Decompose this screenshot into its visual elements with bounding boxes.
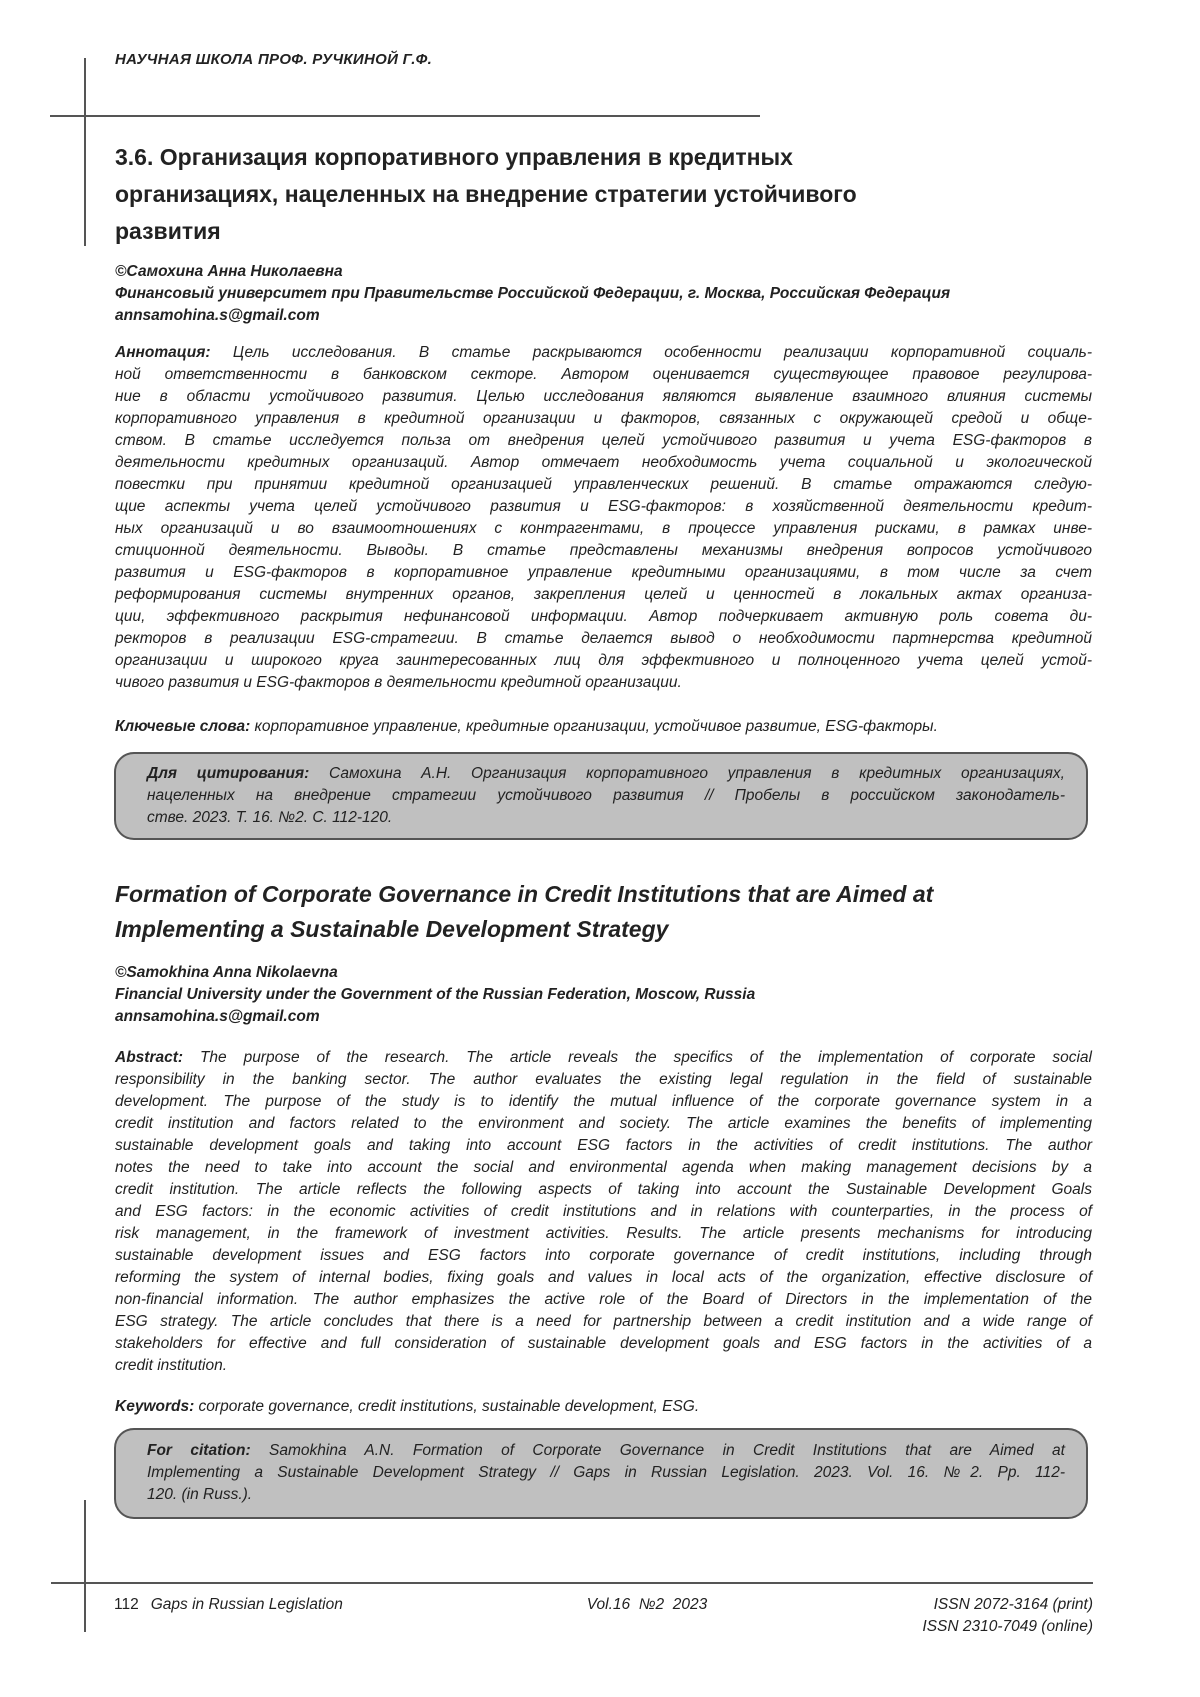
line-text: Implementing a Sustainable Development Strategy // Gaps in Russian Legislation. 2023. Vol. 16. №2. Pp. 112- — [147, 1464, 1065, 1481]
line-text: Samokhina A.N. Formation of Corporate Governance in Credit Institutions that are Aimed at — [251, 1442, 1065, 1459]
title-line: организациях, нацеленных на внедрение стратегии устойчивого — [115, 176, 1015, 213]
author-affiliation: Financial University under the Government of the Russian Federation, Moscow, Russia — [115, 984, 755, 1006]
page-number: 112 — [114, 1596, 139, 1613]
author-affiliation: Финансовый университет при Правительстве Российской Федерации, г. Москва, Российская Федерация — [115, 283, 950, 305]
line-text: ESG strategy. The article concludes that there is a need for partnership between a credit institution and a wide range of — [115, 1313, 1092, 1330]
abstract-label: Аннотация: — [115, 344, 211, 361]
author-name: ©Samokhina Anna Nikolaevna — [115, 962, 755, 984]
text-line — [147, 1462, 1065, 1484]
line-text: нацеленных на внедрение стратегии устойчивого развития // Пробелы в российском законодатель- — [147, 787, 1065, 804]
keywords-label: Ключевые слова: — [115, 718, 250, 735]
line-text: and ESG factors: in the economic activities of credit institutions and in relations with counterparties, in the process of — [115, 1203, 1092, 1220]
text-line — [115, 1157, 1092, 1179]
author-name: ©Самохина Анна Николаевна — [115, 261, 950, 283]
author-block-ru — [115, 261, 950, 327]
text-line — [115, 1311, 1092, 1333]
line-text: Цель исследования. В статье раскрываются особенности реализации корпоративной социаль- — [211, 344, 1092, 361]
line-text: ством. В статье исследуется польза от внедрения целей устойчивого развития и учета ESG-факторов в — [115, 432, 1092, 449]
header-rule — [50, 115, 760, 117]
text-line — [115, 1267, 1092, 1289]
abstract-ru — [115, 342, 1092, 694]
line-text: notes the need to take into account the social and environmental agenda when making management decisions by a — [115, 1159, 1092, 1176]
line-text: sustainable development goals and taking into account ESG factors in the activities of credit institutions. The author — [115, 1137, 1092, 1154]
line-text: reforming the system of internal bodies, fixing goals and values in local acts of the organization, effective disclosure of — [115, 1269, 1092, 1286]
citation-text-en — [147, 1440, 1065, 1506]
text-line — [115, 1289, 1092, 1311]
text-line — [115, 386, 1092, 408]
author-email[interactable]: annsamohina.s@gmail.com — [115, 1006, 755, 1028]
line-text: повестки при принятии кредитной организацией управленческих решений. В статье отражаются следую- — [115, 476, 1092, 493]
line-text: sustainable development issues and ESG factors into corporate governance of credit institutions, including through — [115, 1247, 1092, 1264]
citation-text-ru — [147, 763, 1065, 829]
text-line — [115, 496, 1092, 518]
running-head: НАУЧНАЯ ШКОЛА ПРОФ. РУЧКИНОЙ Г.Ф. — [115, 51, 432, 68]
article-title-ru — [115, 139, 1015, 250]
line-text: development. The purpose of the study is to identify the mutual influence of the corporate governance system in a — [115, 1093, 1092, 1110]
bottom-vertical-rule — [84, 1500, 86, 1632]
line-text: чивого развития и ESG-факторов в деятельности кредитной организации. — [115, 674, 682, 691]
line-text: щие аспекты учета целей устойчивого развития и ESG-факторов: в хозяйственной деятельности кредит- — [115, 498, 1092, 515]
issn-print: ISSN 2072-3164 (print) — [922, 1594, 1093, 1616]
line-text: credit institution and factors related to the environment and society. The article examines the benefits of implementing — [115, 1115, 1092, 1132]
text-line — [115, 584, 1092, 606]
footer-rule — [51, 1582, 1093, 1584]
line-text: ректоров в реализации ESG-стратегии. В статье делается вывод о необходимости партнерства кредитной — [115, 630, 1092, 647]
keywords-text: corporate governance, credit institutions, sustainable development, ESG. — [194, 1398, 699, 1415]
journal-name: Gaps in Russian Legislation — [151, 1596, 343, 1613]
text-line — [115, 1091, 1092, 1113]
line-text: организации и широкого круга заинтересованных лиц для эффективного и полноценного учета целей устой- — [115, 652, 1092, 669]
text-line — [115, 452, 1092, 474]
author-block-en — [115, 962, 755, 1028]
text-line — [115, 1201, 1092, 1223]
text-line — [115, 562, 1092, 584]
citation-box-en — [114, 1428, 1088, 1519]
keywords-text: корпоративное управление, кредитные организации, устойчивое развитие, ESG-факторы. — [250, 718, 938, 735]
text-line — [115, 628, 1092, 650]
text-line — [115, 1223, 1092, 1245]
text-line — [147, 1440, 1065, 1462]
citation-label: For citation: — [147, 1442, 251, 1459]
line-text: Самохина А.Н. Организация корпоративного управления в кредитных организациях, — [309, 765, 1065, 782]
text-line — [115, 408, 1092, 430]
text-line — [115, 342, 1092, 364]
text-line — [115, 1135, 1092, 1157]
issue-info: Vol.16 №2 2023 — [547, 1594, 747, 1616]
text-line — [147, 763, 1065, 785]
text-line — [115, 1113, 1092, 1135]
text-line — [115, 672, 1092, 694]
issn-block — [922, 1594, 1093, 1638]
text-line — [115, 474, 1092, 496]
text-line — [115, 1069, 1092, 1091]
line-text: ных организаций и во взаимоотношениях с контрагентами, в процессе управления рисками, в рамках инве- — [115, 520, 1092, 537]
line-text: stakeholders for effective and full consideration of sustainable development goals and ESG factors in the activities of a — [115, 1335, 1092, 1352]
author-email[interactable]: annsamohina.s@gmail.com — [115, 305, 950, 327]
text-line — [115, 606, 1092, 628]
text-line — [147, 807, 1065, 829]
line-text: non-financial information. The author emphasizes the active role of the Board of Directors in the implementation of the — [115, 1291, 1092, 1308]
text-line — [115, 518, 1092, 540]
title-line: 3.6. Организация корпоративного управления в кредитных — [115, 139, 1015, 176]
citation-label: Для цитирования: — [147, 765, 309, 782]
line-text: The purpose of the research. The article reveals the specifics of the implementation of corporate social — [183, 1049, 1092, 1066]
footer-left — [114, 1594, 343, 1616]
line-text: деятельности кредитных организаций. Автор отмечает необходимость учета социальной и экологической — [115, 454, 1092, 471]
line-text: корпоративного управления в кредитной организации и факторов, связанных с окружающей средой и обще- — [115, 410, 1092, 427]
line-text: ние в области устойчивого развития. Целью исследования являются выявление взаимного влияния системы — [115, 388, 1092, 405]
line-text: ции, эффективного раскрытия нефинансовой информации. Автор подчеркивает активную роль совета ди- — [115, 608, 1092, 625]
line-text: responsibility in the banking sector. The author evaluates the existing legal regulation in the field of sustainable — [115, 1071, 1092, 1088]
line-text: стве. 2023. Т. 16. №2. С. 112-120. — [147, 809, 392, 826]
text-line — [115, 540, 1092, 562]
text-line — [115, 1333, 1092, 1355]
article-title-en — [115, 877, 1095, 947]
abstract-label: Abstract: — [115, 1049, 183, 1066]
line-text: credit institution. — [115, 1357, 227, 1374]
citation-box-ru — [114, 752, 1088, 840]
title-line: Formation of Corporate Governance in Credit Institutions that are Aimed at — [115, 877, 1095, 912]
text-line — [147, 1484, 1065, 1506]
top-vertical-rule — [84, 58, 86, 246]
text-line — [115, 1245, 1092, 1267]
line-text: 120. (in Russ.). — [147, 1486, 252, 1503]
text-line — [115, 364, 1092, 386]
line-text: развития и ESG-факторов в корпоративное управление кредитными организациями, в том числе за счет — [115, 564, 1092, 581]
line-text: credit institution. The article reflects the following aspects of taking into account the Sustainable Development Goals — [115, 1181, 1092, 1198]
line-text: реформирования системы внутренних органов, закрепления целей и ценностей в локальных актах организа- — [115, 586, 1092, 603]
line-text: ной ответственности в банковском секторе. Автором оценивается существующее правовое регулирова- — [115, 366, 1092, 383]
line-text: стиционной деятельности. Выводы. В статье представлены механизмы внедрения вопросов устойчивого — [115, 542, 1092, 559]
text-line — [115, 650, 1092, 672]
text-line — [115, 1355, 1092, 1377]
title-line: развития — [115, 213, 1015, 250]
line-text: risk management, in the framework of investment activities. Results. The article presents mechanisms for introducing — [115, 1225, 1092, 1242]
text-line — [115, 430, 1092, 452]
text-line — [115, 1047, 1092, 1069]
text-line — [115, 1179, 1092, 1201]
keywords-label: Keywords: — [115, 1398, 194, 1415]
abstract-en — [115, 1047, 1092, 1377]
text-line — [147, 785, 1065, 807]
issn-online: ISSN 2310-7049 (online) — [922, 1616, 1093, 1638]
keywords-ru — [115, 716, 938, 738]
title-line: Implementing a Sustainable Development Strategy — [115, 912, 1095, 947]
keywords-en — [115, 1396, 699, 1418]
